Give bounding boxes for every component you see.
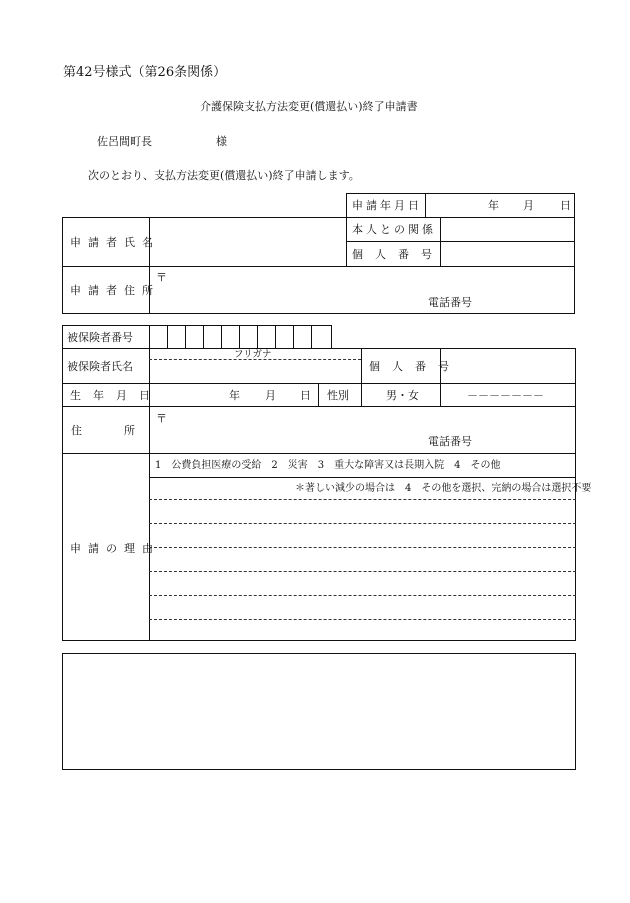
recipient: 佐呂間町長	[97, 135, 152, 148]
applicant-name-field[interactable]	[152, 220, 342, 264]
date-year-label: 年	[488, 199, 499, 212]
insured-personal-no-label: 個人番号	[369, 360, 461, 373]
applicant-postal-mark: 〒	[156, 271, 167, 284]
insured-name-label: 被保険者氏名	[67, 360, 133, 373]
dob-year-label: 年	[229, 389, 240, 402]
reason-text-field[interactable]	[152, 501, 573, 638]
reason-note: ＊著しい減少の場合は 4 その他を選択、完納の場合は選択不要	[295, 483, 592, 494]
relation-field[interactable]	[443, 219, 573, 239]
honorific: 様	[216, 135, 227, 148]
application-date-field[interactable]	[432, 195, 572, 216]
insured-personal-no-field[interactable]	[443, 351, 573, 381]
dob-label: 生年月日	[70, 389, 162, 402]
dob-day-label: 日	[300, 389, 311, 402]
relation-label: 本人との関係	[352, 223, 436, 236]
application-date-label: 申請年月日	[352, 199, 422, 212]
insured-address-field[interactable]	[170, 409, 570, 433]
insured-name-field[interactable]	[152, 362, 358, 381]
sex-options[interactable]: 男・女	[386, 389, 419, 402]
insured-address-label: 住所	[71, 424, 177, 437]
date-day-label: 日	[560, 199, 571, 212]
furigana-label: フリガナ	[234, 349, 272, 360]
applicant-phone-label: 電話番号	[428, 296, 472, 309]
applicant-address-field[interactable]	[170, 268, 570, 292]
insured-phone-label: 電話番号	[428, 435, 472, 448]
insured-number-field[interactable]	[150, 326, 331, 348]
office-use-box[interactable]	[62, 653, 576, 770]
applicant-address-label: 申請者住所	[70, 284, 160, 297]
dob-month-label: 月	[265, 389, 276, 402]
reason-options[interactable]: 1 公費負担医療の受給 2 災害 3 重大な障害又は長期入院 4 その他	[155, 460, 501, 471]
dob-field[interactable]	[152, 385, 315, 404]
dob-dashes: －－－－－－－	[467, 389, 544, 402]
date-month-label: 月	[523, 199, 534, 212]
reason-label: 申請の理由	[70, 542, 160, 555]
form-number: 第42号様式（第26条関係）	[63, 65, 227, 80]
insured-number-label: 被保険者番号	[67, 331, 133, 344]
sex-label: 性別	[327, 389, 349, 402]
insured-postal-mark: 〒	[156, 412, 167, 425]
applicant-personal-no-field[interactable]	[443, 243, 573, 264]
applicant-personal-no-label: 個人番号	[352, 248, 444, 261]
applicant-name-label: 申請者氏名	[70, 236, 160, 249]
form-title: 介護保険支払方法変更(償還払い)終了申請書	[200, 100, 418, 113]
intro-text: 次のとおり、支払方法変更(償還払い)終了申請します。	[88, 169, 360, 182]
